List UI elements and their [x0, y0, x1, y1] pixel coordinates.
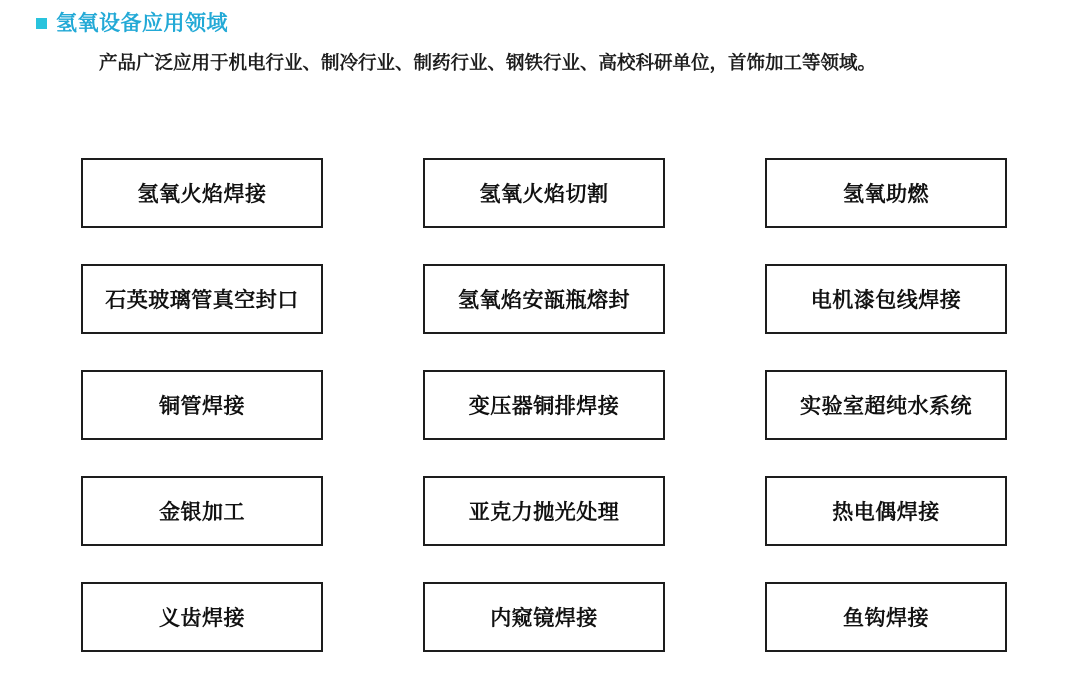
application-label: 石英玻璃管真空封口 — [105, 289, 299, 312]
application-box — [423, 158, 665, 228]
application-label: 金银加工 — [159, 501, 245, 524]
application-box — [423, 476, 665, 546]
application-box — [765, 582, 1007, 652]
application-box — [81, 370, 323, 440]
application-label: 实验室超纯水系统 — [800, 395, 972, 418]
application-box — [765, 158, 1007, 228]
application-box — [423, 370, 665, 440]
application-box — [81, 476, 323, 546]
application-box — [81, 582, 323, 652]
application-box — [81, 264, 323, 334]
application-box — [765, 476, 1007, 546]
application-label: 内窥镜焊接 — [490, 607, 598, 630]
intro-paragraph: 产品广泛应用于机电行业、制冷行业、制药行业、钢铁行业、高校科研单位，首饰加工等领域。 — [99, 54, 877, 74]
page-title: 氢氧设备应用领域 — [56, 12, 228, 35]
application-label: 义齿焊接 — [159, 607, 245, 630]
slide-page — [0, 13, 1078, 679]
application-box — [423, 264, 665, 334]
application-label: 电机漆包线焊接 — [810, 289, 962, 312]
application-label: 铜管焊接 — [159, 395, 245, 418]
application-box — [423, 582, 665, 652]
application-label: 氢氧焰安瓿瓶熔封 — [458, 289, 630, 312]
application-box — [765, 264, 1007, 334]
application-label: 鱼钩焊接 — [843, 607, 929, 630]
section-heading — [36, 13, 1078, 34]
application-label: 氢氧火焰焊接 — [137, 183, 267, 206]
application-box — [81, 158, 323, 228]
application-label: 氢氧助燃 — [843, 183, 929, 206]
application-label: 热电偶焊接 — [832, 501, 940, 524]
application-label: 变压器铜排焊接 — [468, 395, 620, 418]
application-label: 氢氧火焰切割 — [479, 183, 609, 206]
square-bullet-icon — [36, 18, 47, 29]
application-box — [765, 370, 1007, 440]
application-grid — [81, 158, 1003, 652]
application-label: 亚克力抛光处理 — [468, 501, 620, 524]
